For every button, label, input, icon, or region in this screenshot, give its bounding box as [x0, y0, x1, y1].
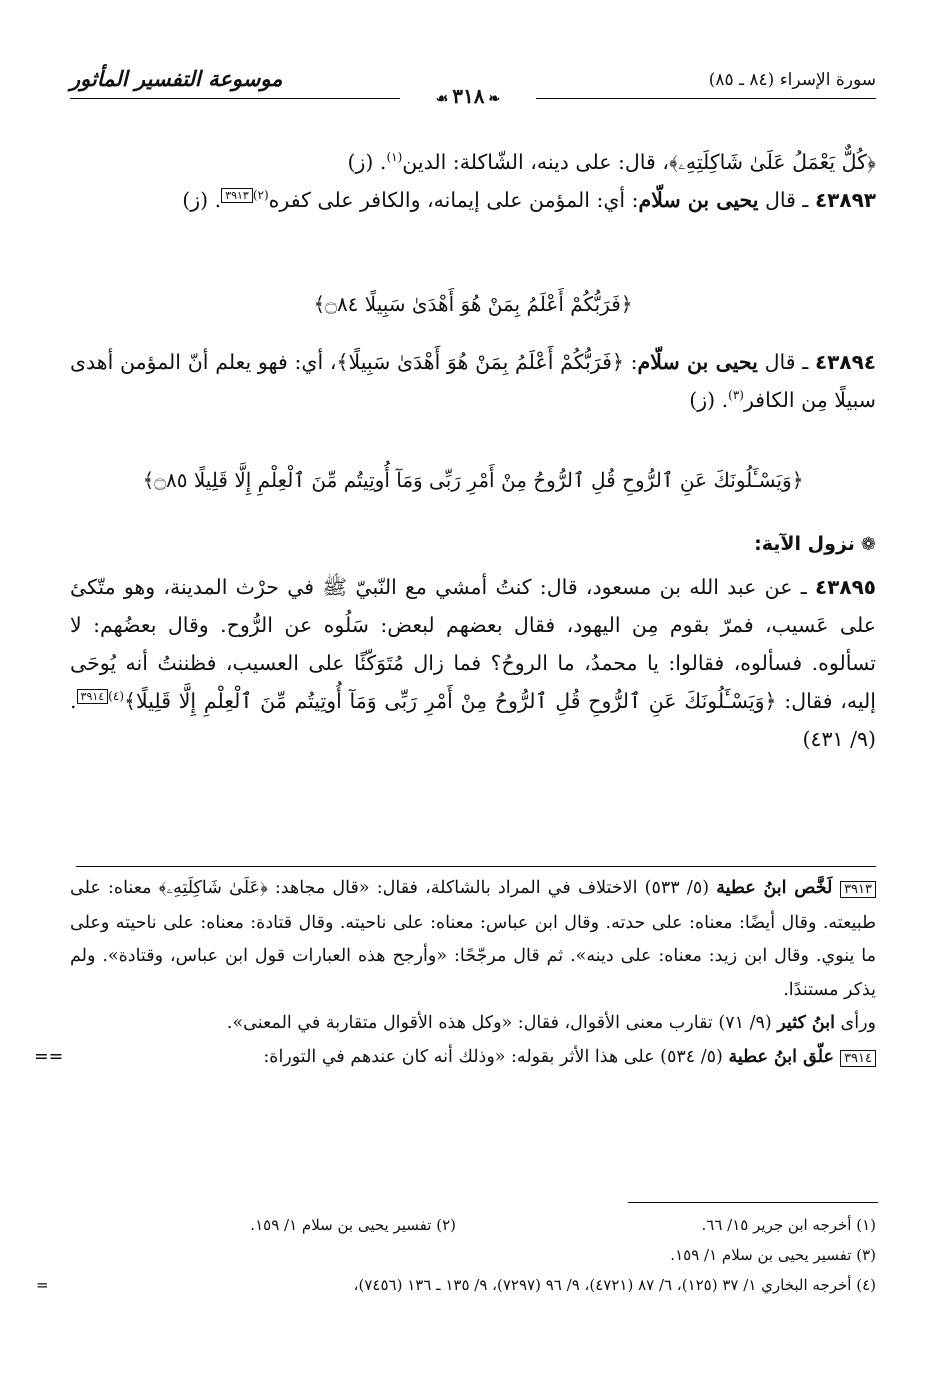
- commentary-text: معناه: على طبيعته. وقال أيضًا: معناه: على حدته. وقال ابن عباس: معناه: على ناحيته. وقال قتادة: معناه: على ناحيته وعلى ما ينوي. وقال ابن زيد: معناه: على دينه». ثم قال مرجّحًا: «وأرجح هذه العبارات قول ابن عباس، وقتادة». ولم يذكر مستندًا.: [70, 878, 876, 1000]
- running-header: [70, 66, 876, 106]
- footnote-3: (٣) تفسير يحيى بن سلام ١/ ١٥٩.: [670, 1246, 876, 1264]
- flower-icon: ❁: [860, 534, 876, 555]
- footnote-marker: (٤): [108, 689, 124, 704]
- footnote-row: [70, 1210, 876, 1240]
- source-tag: . (٩/ ٤٣١): [70, 689, 876, 751]
- header-rule-left: [70, 98, 400, 99]
- quran-quote: ﴿وَيَسْـَٔلُونَكَ عَنِ ٱلرُّوحِ قُلِ ٱلرُّوحُ مِنْ أَمْرِ رَبِّى وَمَآ أُوتِيتُم مِّنَ ٱلْعِلْمِ إِلَّا قَلِيلًا﴾: [124, 689, 777, 713]
- narration-text: : أي: المؤمن على إيمانه، والكافر على كفره: [268, 188, 639, 212]
- commentary-text: (٩/ ٧١) تقارب معنى الأقوال، فقال: «وكل هذه الأقوال متقاربة في المعنى».: [226, 1013, 778, 1033]
- footnote-row: [70, 1240, 876, 1270]
- narration-43895: [70, 568, 876, 758]
- footnote-1: (١) أخرجه ابن جرير ١٥/ ٦٦.: [701, 1216, 876, 1234]
- heading-text: نزول الآية:: [754, 533, 855, 555]
- narration-number: ٤٣٨٩٤: [814, 350, 877, 374]
- source-tag: . (ز): [182, 188, 222, 212]
- commentary-ref-box: ٣٩١٤: [77, 689, 109, 704]
- header-rule-right: [536, 98, 876, 99]
- narration-text: ـ عن عبد الله بن مسعود، قال: كنتُ أمشي مع النّبيّ ﷺ في حرْث المدينة، وهو متّكئ على عَسيب، فمرّ بقوم مِن اليهود، فقال بعضهم لبعض: سَلُوه عن الرُّوح. وقال بعضُهم: لا تسألوه. فسألوه، فقالوا: يا محمدُ، ما الروحُ؟ فما زال مُتَوَكّئًا على العسيب، فظننتُ أنه يُوحَى إليه، فقال:: [70, 575, 876, 713]
- continuation-mark: ==: [34, 1046, 64, 1067]
- quran-quote: ﴿فَرَبُّكُمْ أَعْلَمُ بِمَنْ هُوَ أَهْدَىٰ سَبِيلًا﴾: [336, 350, 624, 374]
- commentary-lead: علّق: [797, 1046, 841, 1067]
- paragraph-text: ، قال: على دينه، الشّاكلة: الدين: [402, 150, 669, 174]
- footnote-4: (٤) أخرجه البخاري ١/ ٣٧ (١٢٥)، ٦/ ٨٧ (٤٧٢١)، ٩/ ٩٦ (٧٢٩٧)، ٩/ ١٣٥ ـ ١٣٦ (٧٤٥٦)،: [353, 1276, 876, 1294]
- source-tag: . (ز): [689, 388, 729, 412]
- footnotes: [36, 1210, 876, 1300]
- footnote-marker: (٣): [728, 388, 744, 403]
- ornament-icon: ❧: [488, 91, 501, 107]
- surah-info: سورة الإسراء (٨٤ ـ ٨٥): [708, 70, 876, 90]
- commentary-ibn-kathir: [70, 1007, 876, 1041]
- narration-text: ، أي: فهو يعلم أنّ المؤمن أهدى سبيلًا مِن الكافر: [70, 350, 876, 412]
- narration-number: ٤٣٨٩٣: [814, 188, 876, 212]
- commentary-text: (٥/ ٥٣٤) على هذا الأثر بقوله: «وذلك أنه كان عندهم في التوراة:: [263, 1046, 729, 1067]
- narrator-name: يحيى بن سلّام: [637, 350, 758, 374]
- footnote-marker: (٢): [252, 188, 269, 203]
- continuation-mark: =: [36, 1276, 49, 1294]
- narration-43893: [70, 181, 876, 219]
- section-heading: [70, 525, 876, 564]
- quran-quote: ﴿كُلٌّ يَعْمَلُ عَلَىٰ شَاكِلَتِهِۦ﴾: [668, 150, 876, 174]
- main-text: [70, 143, 876, 758]
- scholar-name: ابنُ عطية: [728, 1046, 798, 1067]
- commentary-notes: [34, 872, 876, 1075]
- verse-85: ﴿وَيَسْـَٔلُونَكَ عَنِ ٱلرُّوحِ قُلِ ٱلرُّوحُ مِنْ أَمْرِ رَبِّى وَمَآ أُوتِيتُم مِّنَ ٱلْعِلْمِ إِلَّا قَلِيلًا ۝٨٥﴾: [142, 468, 804, 492]
- page-number-block: [410, 84, 526, 108]
- footnote-2: (٢) تفسير يحيى بن سلام ١/ ١٥٩.: [250, 1216, 456, 1234]
- verse-84: ﴿فَرَبُّكُمْ أَعْلَمُ بِمَنْ هُوَ أَهْدَىٰ سَبِيلًا ۝٨٤﴾: [313, 292, 633, 316]
- footnote-marker: (١): [386, 150, 403, 165]
- narration-prefix: ـ قال: [757, 350, 815, 374]
- commentary-ref-box: ٣٩١٣: [221, 188, 253, 203]
- commentary-ref-box: ٣٩١٣: [840, 881, 876, 898]
- page-number: ٣١٨: [452, 84, 485, 108]
- narration-number: ٤٣٨٩٥: [814, 575, 876, 599]
- commentary-separator: [76, 866, 876, 867]
- commentary-text: (٥/ ٥٣٣) الاختلاف في المراد بالشاكلة، فقال: «قال مجاهد:: [267, 878, 717, 898]
- narration-43894: [70, 343, 876, 419]
- commentary-lead: ورأى: [834, 1013, 876, 1033]
- colon: :: [623, 350, 638, 374]
- quran-quote: ﴿عَلَىٰ شَاكِلَتِهِۦ﴾: [158, 878, 268, 898]
- narration-prefix: ـ قال: [758, 188, 815, 212]
- paragraph-1: [70, 143, 876, 181]
- commentary-3913: [70, 872, 876, 1007]
- commentary-3914: [34, 1041, 876, 1076]
- scholar-name: ابنُ كثير: [777, 1013, 835, 1033]
- commentary-ref-box: ٣٩١٤: [840, 1050, 876, 1067]
- narrator-name: يحيى بن سلّام: [638, 188, 759, 212]
- commentary-lead: لَخَّص: [786, 878, 841, 898]
- footnote-row: [36, 1270, 876, 1300]
- footnote-separator: [628, 1202, 878, 1203]
- book-title: موسوعة التفسير المأثور: [70, 66, 283, 91]
- source-tag: . (ز): [347, 150, 387, 174]
- scholar-name: ابنُ عطية: [716, 878, 787, 898]
- ornament-icon: ☙: [435, 91, 449, 107]
